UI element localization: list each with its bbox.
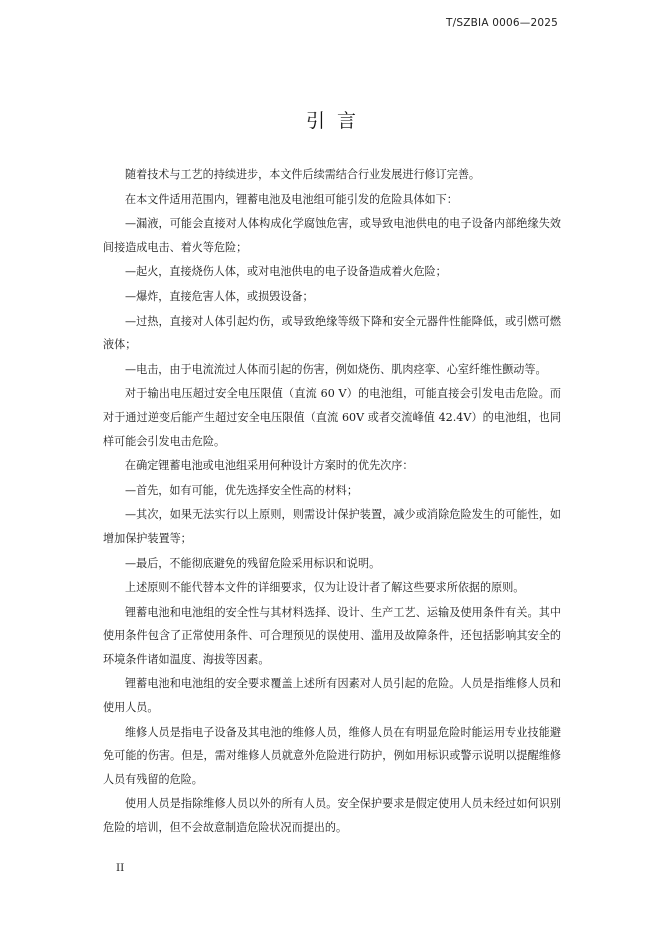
paragraph: —过热，直接对人体引起灼伤，或导致绝缘等级下降和安全元器件性能降低，或引燃可燃液体； — [103, 314, 561, 352]
paragraph: 维修人员是指电子设备及其电池的维修人员，维修人员在有明显危险时能运用专业技能避免可能的伤害。但是，需对维修人员就意外危险进行防护，例如用标识或警示说明以提醒维修人员有残留的危险。 — [103, 725, 561, 786]
paragraph: —起火，直接烧伤人体，或对电池供电的电子设备造成着火危险； — [125, 265, 447, 279]
paragraph: 使用人员是指除维修人员以外的所有人员。安全保护要求是假定使用人员未经过如何识别危险的培训，但不会故意制造危险状况而提出的。 — [103, 797, 561, 835]
paragraph: —爆炸，直接危害人体，或损毁设备； — [125, 289, 314, 303]
document-code: T/SZBIA 0006—2025 — [446, 17, 558, 29]
paragraph: —其次，如果无法实行以上原则，则需设计保护装置，减少或消除危险发生的可能性，如增加保护装置等； — [103, 508, 561, 545]
paragraph: —电击，由于电流流过人体而引起的伤害，例如烧伤、肌肉痉挛、心室纤维性颤动等。 — [125, 362, 547, 376]
body-text — [103, 163, 561, 841]
page-title: 引言 — [305, 110, 368, 132]
page-number: II — [116, 862, 125, 874]
paragraph: 在确定锂蓄电池或电池组采用何种设计方案时的优先次序： — [125, 459, 414, 473]
paragraph: 上述原则不能代替本文件的详细要求，仅为让设计者了解这些要求所依据的原则。 — [125, 581, 525, 595]
paragraph: 锂蓄电池和电池组的安全要求覆盖上述所有因素对人员引起的危险。人员是指维修人员和使用人员。 — [103, 677, 561, 715]
paragraph: 在本文件适用范围内，锂蓄电池及电池组可能引发的危险具体如下： — [125, 192, 458, 206]
paragraph: —首先，如有可能，优先选择安全性高的材料； — [125, 483, 358, 497]
paragraph: 对于输出电压超过安全电压限值（直流 60 V）的电池组，可能直接会引发电击危险。而对于通过逆变后能产生超过安全电压限值（直流 60V 或者交流峰值 42.4V）的电池组，也同样可能会引发电击危险。 — [103, 387, 561, 448]
paragraph: 锂蓄电池和电池组的安全性与其材料选择、设计、生产工艺、运输及使用条件有关。其中使用条件包含了正常使用条件、可合理预见的误使用、滥用及故障条件，还包括影响其安全的环境条件诸如温度、海拔等因素。 — [103, 605, 561, 666]
paragraph: —漏液，可能会直接对人体构成化学腐蚀危害，或导致电池供电的电子设备内部绝缘失效间接造成电击、着火等危险； — [103, 217, 561, 254]
paragraph: —最后，不能彻底避免的残留危险采用标识和说明。 — [125, 556, 381, 570]
paragraph: 随着技术与工艺的持续进步，本文件后续需结合行业发展进行修订完善。 — [125, 168, 481, 181]
